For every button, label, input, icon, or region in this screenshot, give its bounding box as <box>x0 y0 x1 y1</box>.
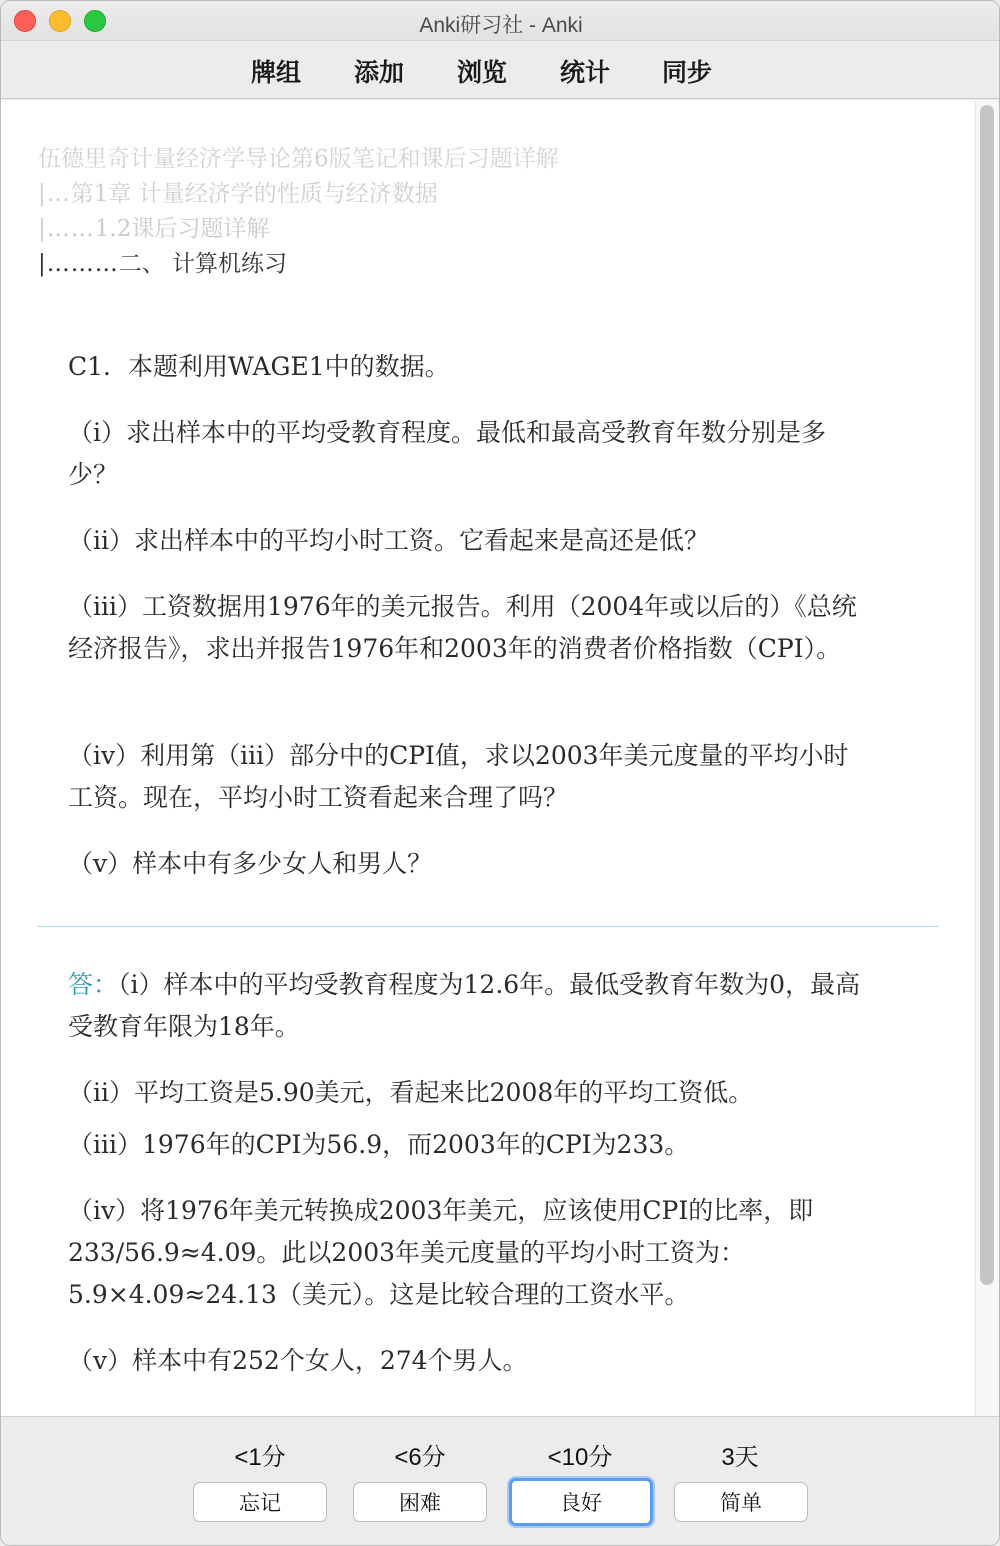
answer-part-v: （v）样本中有252个女人，274个男人。 <box>68 1346 528 1375</box>
answer-part-ii: （ii）平均工资是5.90美元，看起来比2008年的平均工资低。 <box>68 1078 754 1107</box>
question-part-iii: （iii）工资数据用1976年的美元报告。利用（2004年或以后的）《总统经济报告》，求出并报告1976年和2003年的消费者价格指数（CPI）。 <box>68 592 857 663</box>
interval-good: <10分 <box>547 1444 613 1471</box>
scrollbar-thumb[interactable] <box>980 105 994 1285</box>
interval-again: <1分 <box>234 1444 286 1471</box>
again-button[interactable]: 忘记 <box>193 1482 327 1522</box>
breadcrumb-chapter: |…第1章 计量经济学的性质与经济数据 <box>38 181 438 207</box>
hard-button[interactable]: 困难 <box>353 1482 487 1522</box>
question-part-iv: （iv）利用第（iii）部分中的CPI值，求以2003年美元度量的平均小时工资。现在，平均小时工资看起来合理了吗？ <box>68 741 849 812</box>
question-part-v: （v）样本中有多少女人和男人？ <box>68 849 433 878</box>
easy-button[interactable]: 简单 <box>674 1482 808 1522</box>
question-part-ii: （ii）求出样本中的平均小时工资。它看起来是高还是低？ <box>68 526 709 555</box>
toolbar-add[interactable]: 添加 <box>354 58 405 87</box>
answer-part-iii: （iii）1976年的CPI为56.9，而2003年的CPI为233。 <box>68 1130 690 1159</box>
interval-hard: <6分 <box>394 1444 446 1471</box>
answer-divider <box>37 926 939 927</box>
window-title: Anki研习社 - Anki <box>419 14 583 37</box>
interval-easy: 3天 <box>721 1444 759 1471</box>
toolbar-stats[interactable]: 统计 <box>560 58 611 87</box>
toolbar-decks[interactable]: 牌组 <box>251 58 302 87</box>
breadcrumb-book: 伍德里奇计量经济学导论第6版笔记和课后习题详解 <box>38 146 559 172</box>
card-content <box>1 100 975 1416</box>
breadcrumb-section: |……1.2课后习题详解 <box>38 216 270 242</box>
toolbar-sync[interactable]: 同步 <box>662 58 713 87</box>
good-button[interactable]: 良好 <box>509 1478 653 1526</box>
answer-part-iv: （iv）将1976年美元转换成2003年美元，应该使用CPI的比率，即233/56.9≈4.09。此以2003年美元度量的平均小时工资为：5.9×4.09≈24.13（美元）。这是比较合理的工资水平。 <box>68 1196 814 1309</box>
answer-part-i: 答：（i）样本中的平均受教育程度为12.6年。最低受教育年数为0，最高受教育年限为18年。 <box>68 970 861 1041</box>
main-toolbar <box>1 41 1000 99</box>
answer-bar <box>1 1416 1000 1546</box>
title-bar <box>1 1 1000 41</box>
breadcrumb-subsection: |………二、 计算机练习 <box>38 251 288 277</box>
toolbar-browse[interactable]: 浏览 <box>457 58 508 87</box>
question-part-i: （i）求出样本中的平均受教育程度。最低和最高受教育年数分别是多少？ <box>68 418 826 489</box>
question-intro: C1．本题利用WAGE1中的数据。 <box>68 352 450 381</box>
